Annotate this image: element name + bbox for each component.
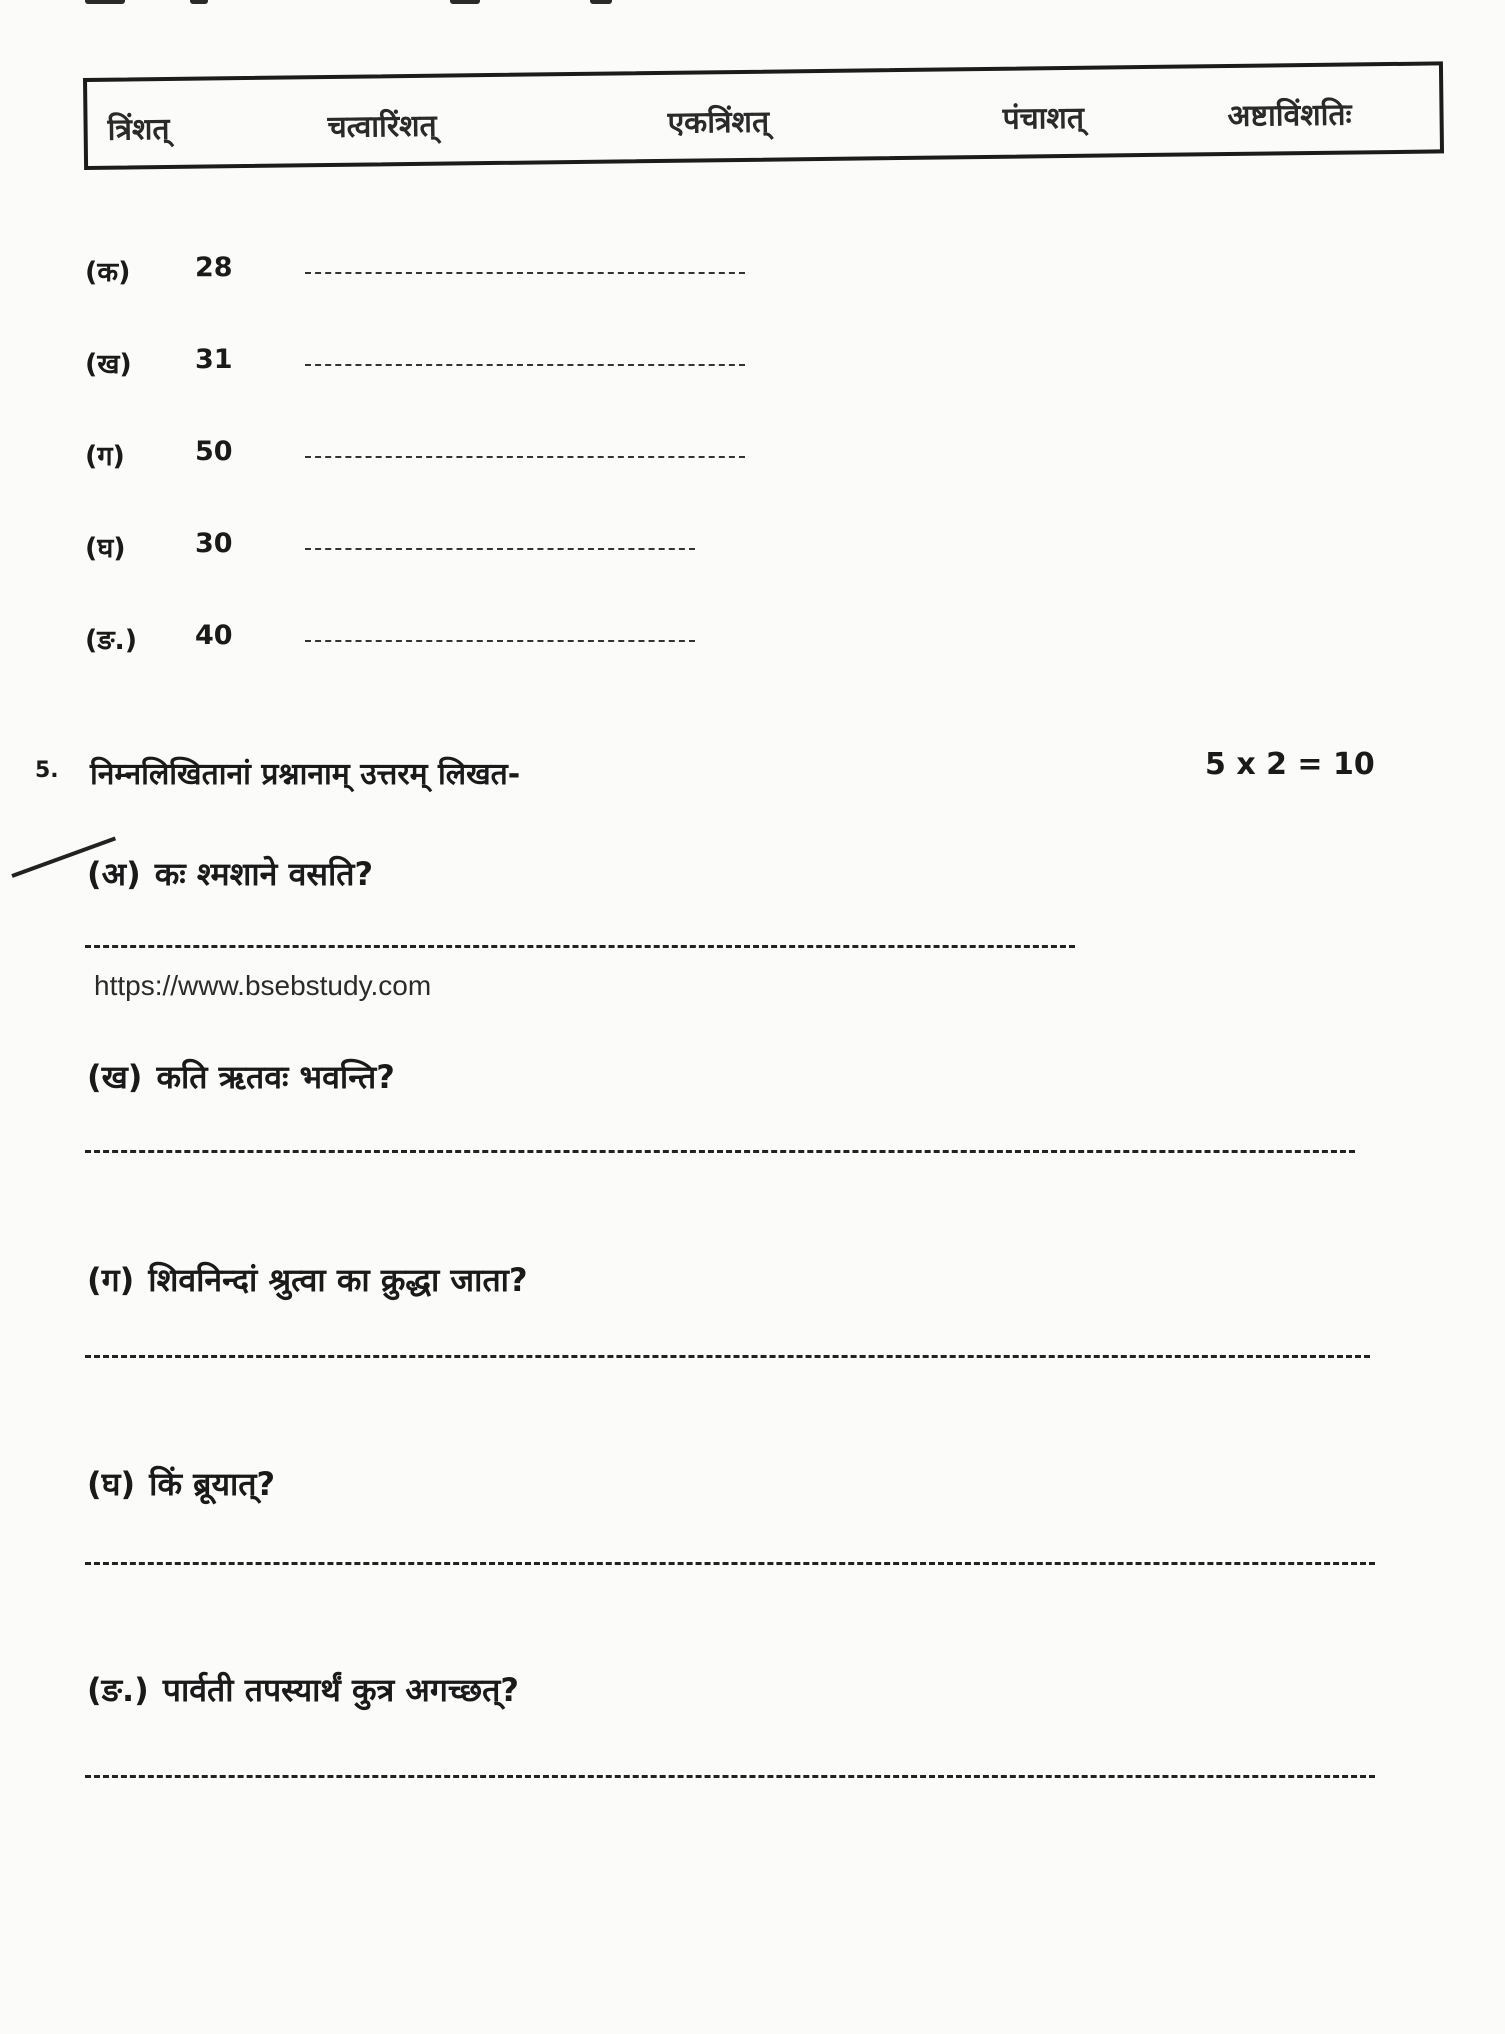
- item-number: 40: [195, 620, 233, 651]
- answer-line: [305, 364, 745, 366]
- answer-line: [305, 456, 745, 458]
- word-box-item: एकत्रिंशत्: [667, 104, 770, 141]
- item-number: 50: [195, 436, 233, 467]
- marks-label: 5 x 2 = 10: [1205, 747, 1375, 782]
- answer-line: [85, 1150, 1355, 1153]
- answer-line: [305, 272, 745, 274]
- answer-line: [305, 548, 695, 550]
- sub-question-text: कति ऋतवः भवन्ति?: [156, 1058, 395, 1096]
- sub-question: [87, 852, 373, 895]
- sub-question: [87, 1462, 275, 1505]
- sub-question-text: किं ब्रूयात्?: [149, 1465, 276, 1503]
- item-number: 28: [195, 252, 233, 283]
- sub-question-text: शिवनिन्दां श्रुत्वा का क्रुद्धा जाता?: [148, 1261, 528, 1299]
- watermark-url: https://www.bsebstudy.com: [94, 970, 432, 1001]
- sub-question-label: (घ): [87, 1465, 136, 1503]
- item-number: 30: [195, 528, 233, 559]
- sub-question-label: (ख): [87, 1058, 143, 1096]
- answer-line: [85, 945, 1075, 948]
- question-number: 5.: [35, 758, 59, 783]
- sub-question-label: (अ): [87, 855, 141, 893]
- sub-question-text: कः श्मशाने वसति?: [154, 855, 374, 893]
- sub-question: [87, 1258, 528, 1301]
- word-box-item: पंचाशत्: [1002, 100, 1085, 137]
- question-text: निम्नलिखितानां प्रश्नानाम् उत्तरम् लिखत-: [90, 757, 521, 792]
- sub-question-text: पार्वती तपस्यार्थं कुत्र अगच्छत्?: [162, 1671, 519, 1709]
- sub-question-label: (ग): [87, 1261, 135, 1299]
- answer-line: [85, 1775, 1375, 1778]
- answer-line: [85, 1355, 1370, 1358]
- item-label: (ङ.): [85, 625, 138, 656]
- sub-question: [87, 1668, 519, 1711]
- item-label: (क): [85, 257, 131, 288]
- item-number: 31: [195, 344, 233, 375]
- item-label: (ख): [85, 349, 132, 380]
- answer-line: [305, 640, 695, 642]
- word-box-item: त्रिंशत्: [107, 111, 170, 148]
- word-box-item: अष्टाविंशतिः: [1227, 97, 1352, 135]
- item-label: (घ): [85, 533, 126, 564]
- answer-line: [85, 1562, 1375, 1565]
- sub-question: [87, 1055, 395, 1098]
- sub-question-label: (ङ.): [87, 1671, 149, 1709]
- word-box-item: चत्वारिंशत्: [327, 108, 437, 146]
- item-label: (ग): [85, 441, 125, 472]
- previous-line-fragment: [30, 0, 650, 14]
- word-box: [83, 61, 1444, 170]
